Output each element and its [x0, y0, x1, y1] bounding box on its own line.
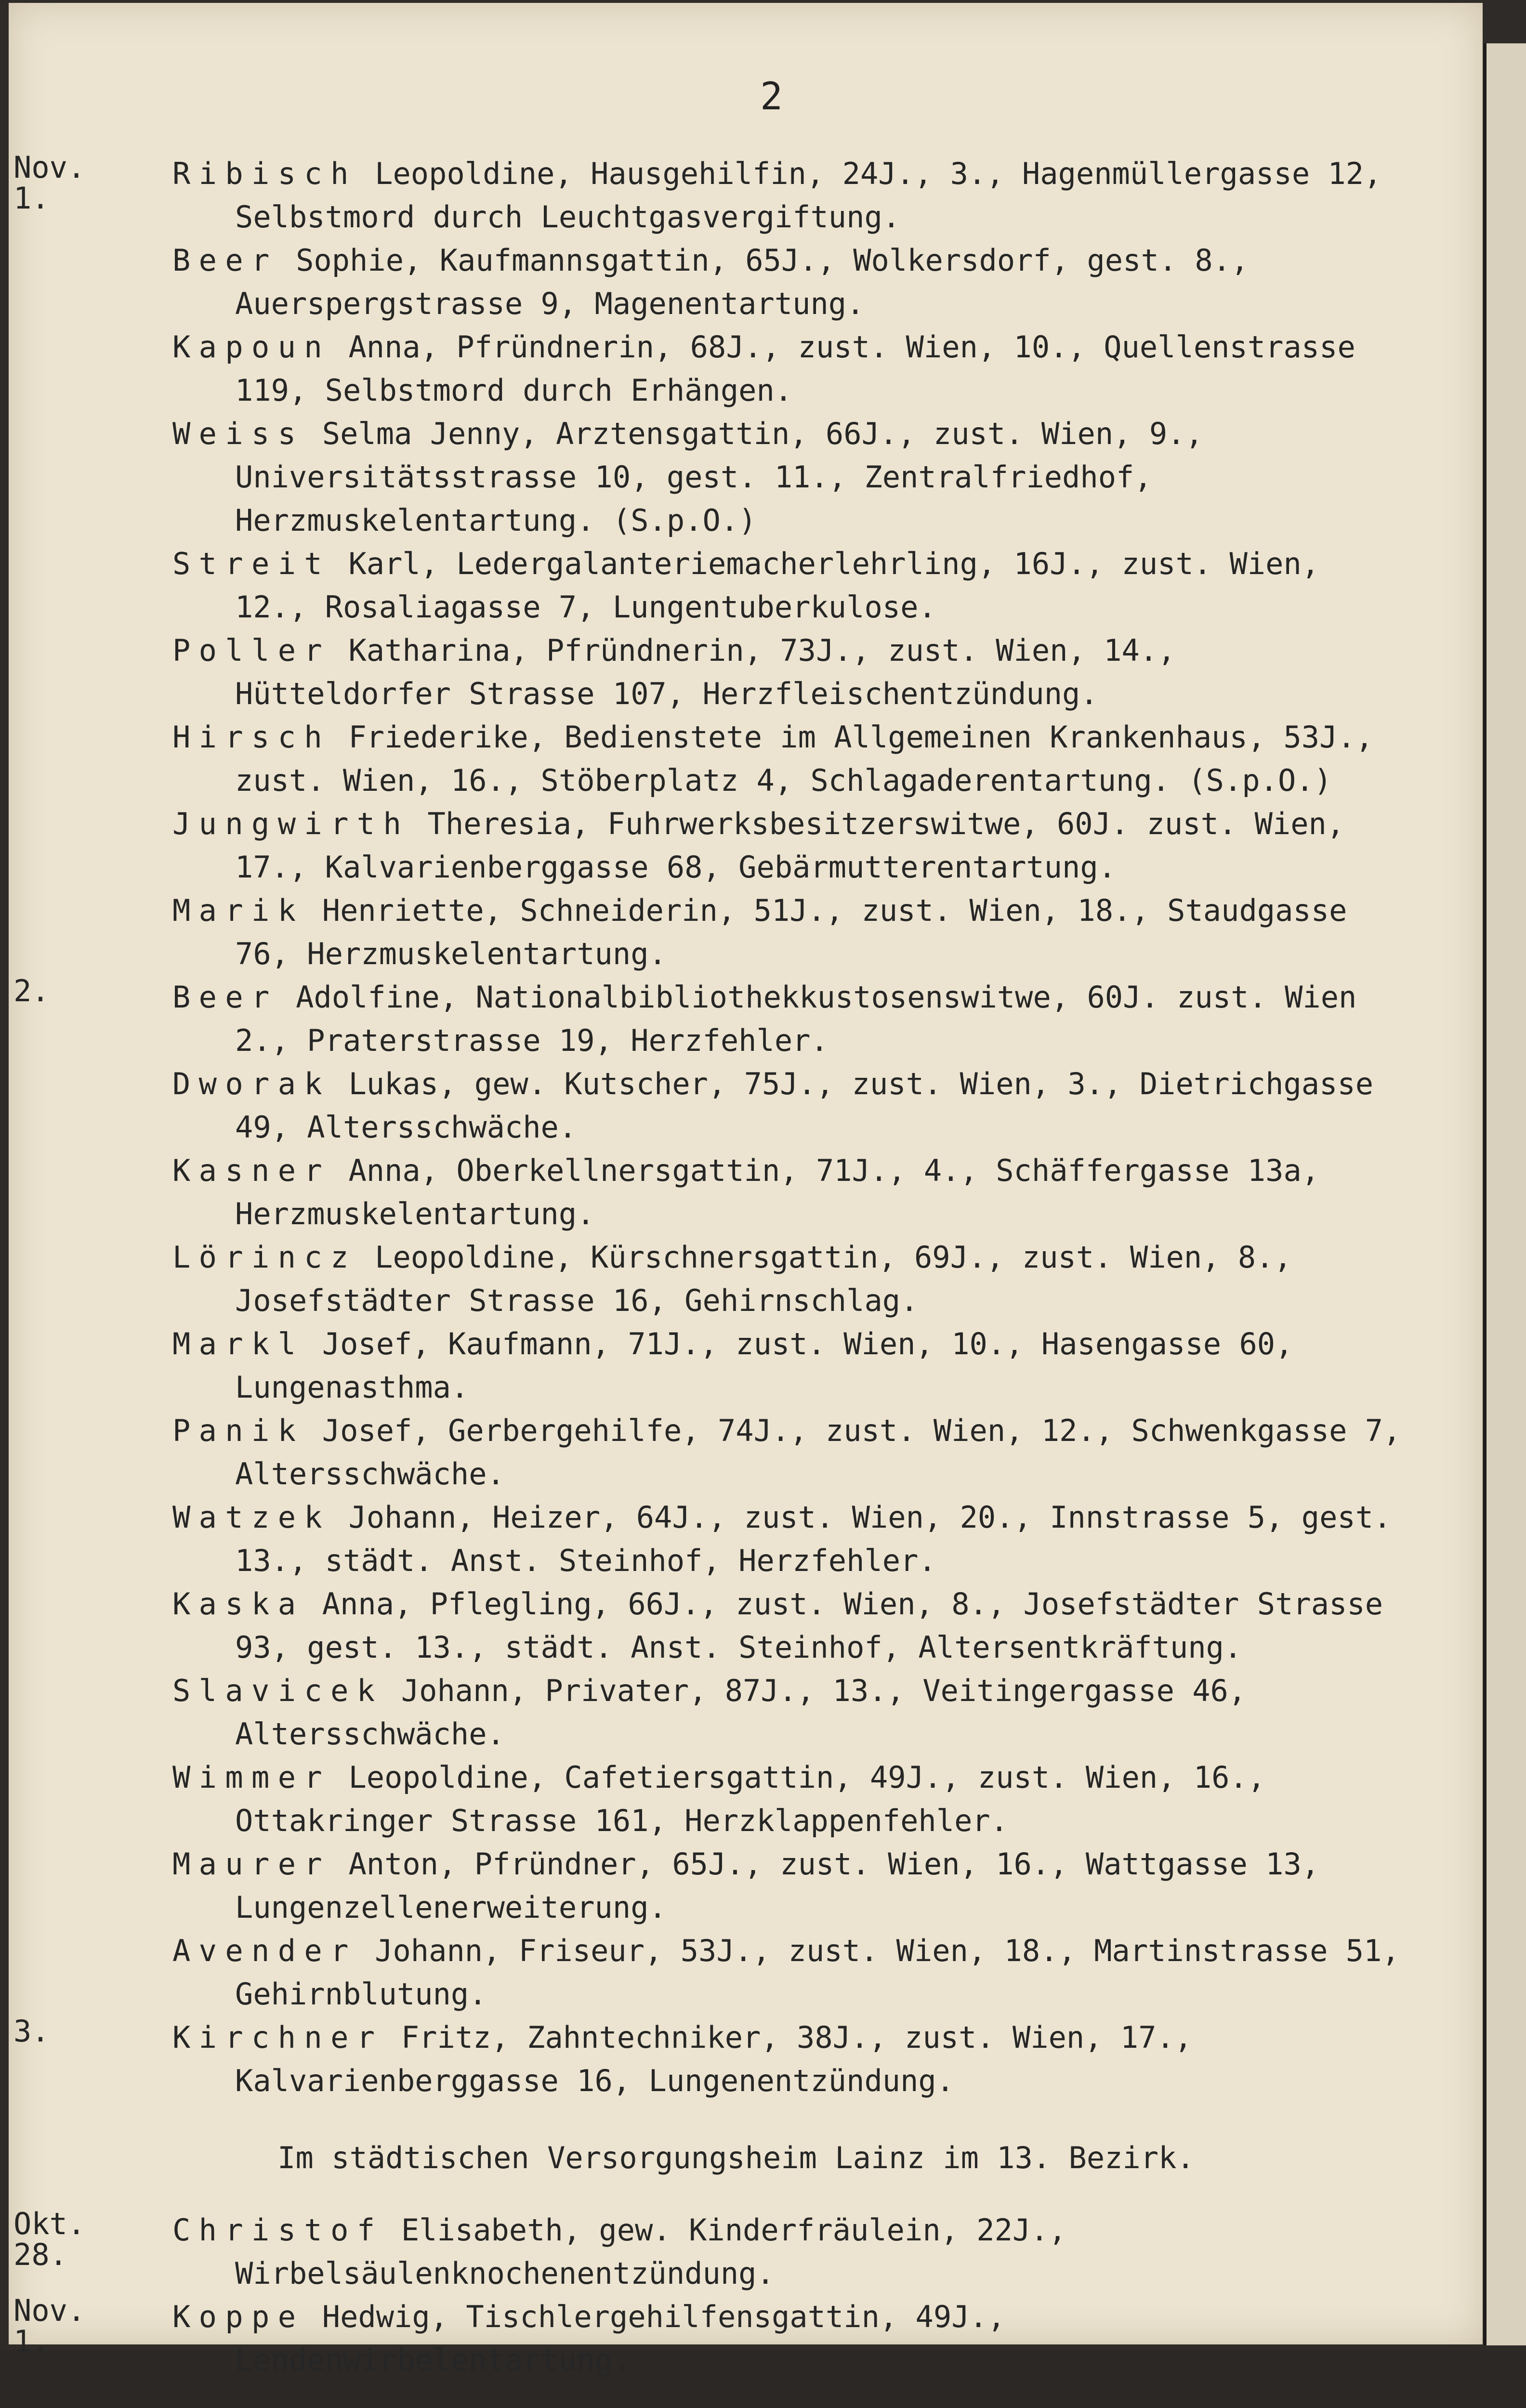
entry-details: Elisabeth, gew. Kinderfräulein, 22J., Wirbelsäulenknochenentzündung.	[235, 2212, 1066, 2291]
entry-body	[172, 802, 1406, 889]
entry-body	[172, 1322, 1406, 1409]
entry-surname: Weiss	[172, 416, 304, 451]
entry-surname: Marik	[172, 893, 304, 928]
register-entry	[172, 1149, 1406, 1236]
entry-body	[172, 1669, 1406, 1756]
entry-date: 2.	[13, 973, 50, 1008]
register-entry	[172, 1843, 1406, 1929]
entry-details: Johann, Friseur, 53J., zust. Wien, 18., Martinstrasse 51, Gehirnblutung.	[235, 1933, 1400, 2012]
register-entry	[13, 2014, 1406, 2103]
entry-body	[172, 1583, 1406, 1669]
register-entry	[172, 1929, 1406, 2016]
register-entry	[172, 1496, 1406, 1583]
entry-body	[172, 412, 1406, 542]
entry-body	[172, 2209, 1406, 2295]
entry-details: Leopoldine, Hausgehilfin, 24J., 3., Hagenmüllergasse 12, Selbstmord durch Leuchtgasvergiftung.	[235, 156, 1382, 235]
entry-surname: Beer	[172, 980, 278, 1015]
entry-details: Adolfine, Nationalbibliothekkustosenswitwe, 60J. zust. Wien 2., Praterstrasse 19, Herzfehler.	[235, 980, 1357, 1058]
register-entry	[172, 1322, 1406, 1409]
register-entry	[172, 326, 1406, 412]
entry-body	[172, 1409, 1406, 1496]
register-entry	[172, 802, 1406, 889]
entry-date: Nov. 1.	[13, 150, 86, 216]
register-entry	[172, 412, 1406, 542]
entry-surname: Christof	[172, 2212, 383, 2248]
adjacent-page-edge	[1484, 43, 1526, 2345]
register-entry	[172, 1236, 1406, 1322]
entry-body	[172, 1496, 1406, 1583]
entry-details: Anton, Pfründner, 65J., zust. Wien, 16., Wattgasse 13, Lungenzellenerweiterung.	[235, 1846, 1320, 1925]
entry-body	[172, 1929, 1406, 2016]
entry-details: Selma Jenny, Arztensgattin, 66J., zust. Wien, 9., Universitätsstrasse 10, gest. 11., Zentralfriedhof, Herzmuskelentartung. (S.p.O.)	[235, 416, 1203, 538]
entry-body	[172, 716, 1406, 802]
entry-details: Leopoldine, Kürschnersgattin, 69J., zust. Wien, 8., Josefstädter Strasse 16, Gehirnschlag.	[235, 1240, 1292, 1318]
entry-details: Anna, Pflegling, 66J., zust. Wien, 8., Josefstädter Strasse 93, gest. 13., städt. Anst. Steinhof, Altersentkräftung.	[235, 1586, 1383, 1665]
entry-body	[172, 152, 1406, 239]
entry-surname: Hirsch	[172, 720, 331, 755]
entry-surname: Koppe	[172, 2299, 304, 2334]
entry-date: Nov. 1.	[13, 2293, 86, 2359]
entry-surname: Ribisch	[172, 156, 357, 191]
entry-surname: Kirchner	[172, 2020, 383, 2055]
entry-body	[172, 889, 1406, 976]
register-entry	[172, 1669, 1406, 1756]
register-entry	[172, 716, 1406, 802]
entry-details: Josef, Gerbergehilfe, 74J., zust. Wien, 12., Schwenkgasse 7, Altersschwäche.	[235, 1413, 1401, 1492]
entry-surname: Slavicek	[172, 1673, 383, 1708]
register-entry	[13, 2293, 1406, 2382]
register-entry	[13, 973, 1406, 1062]
entry-surname: Maurer	[172, 1846, 331, 1882]
entry-surname: Beer	[172, 243, 278, 278]
register-entry	[172, 629, 1406, 716]
register-entry	[172, 542, 1406, 629]
entry-details: Karl, Ledergalanteriemacherlehrling, 16J., zust. Wien, 12., Rosaliagasse 7, Lungentuberkulose.	[235, 546, 1320, 625]
entry-surname: Panik	[172, 1413, 304, 1448]
entry-details: Friederike, Bedienstete im Allgemeinen Krankenhaus, 53J., zust. Wien, 16., Stöberplatz 4, Schlagaderentartung. (S.p.O.)	[235, 720, 1374, 798]
entry-date: Okt. 28.	[13, 2206, 86, 2272]
register-entry	[13, 150, 1406, 239]
entry-surname: Kaska	[172, 1586, 304, 1622]
entry-details: Anna, Pfründnerin, 68J., zust. Wien, 10., Quellenstrasse 119, Selbstmord durch Erhängen.	[235, 329, 1355, 408]
entry-details: Henriette, Schneiderin, 51J., zust. Wien, 18., Staudgasse 76, Herzmuskelentartung.	[235, 893, 1347, 971]
entry-details: Johann, Privater, 87J., 13., Veitingergasse 46, Altersschwäche.	[235, 1673, 1247, 1752]
entry-body	[172, 629, 1406, 716]
entry-surname: Dworak	[172, 1066, 331, 1101]
entry-details: Leopoldine, Cafetiersgattin, 49J., zust. Wien, 16., Ottakringer Strasse 161, Herzklappenfehler.	[235, 1760, 1266, 1838]
entry-surname: Watzek	[172, 1500, 331, 1535]
page-number: 2	[760, 75, 783, 118]
entry-body	[172, 1062, 1406, 1149]
register-entry	[172, 1409, 1406, 1496]
entry-body	[172, 2295, 1406, 2382]
entry-body	[172, 1756, 1406, 1843]
entry-body	[172, 1236, 1406, 1322]
entry-body	[172, 1843, 1406, 1929]
entry-surname: Poller	[172, 633, 331, 668]
register-entry	[172, 1062, 1406, 1149]
entry-surname: Lörincz	[172, 1240, 357, 1275]
section-heading: Im städtischen Versorgungsheim Lainz im 13. Bezirk.	[277, 2140, 1195, 2175]
entry-surname: Wimmer	[172, 1760, 331, 1795]
entry-surname: Avender	[172, 1933, 357, 1968]
entry-body	[172, 326, 1406, 412]
entry-body	[172, 976, 1406, 1062]
entry-details: Johann, Heizer, 64J., zust. Wien, 20., Innstrasse 5, gest. 13., städt. Anst. Steinhof, Herzfehler.	[235, 1500, 1392, 1578]
entry-details: Lukas, gew. Kutscher, 75J., zust. Wien, 3., Dietrichgasse 49, Altersschwäche.	[235, 1066, 1374, 1145]
entry-body	[172, 2016, 1406, 2103]
death-register-list	[13, 150, 1406, 2408]
register-entry	[172, 239, 1406, 326]
entry-details: Katharina, Pfründnerin, 73J., zust. Wien, 14., Hütteldorfer Strasse 107, Herzfleischentzündung.	[235, 633, 1176, 711]
entry-details: Fritz, Zahntechniker, 38J., zust. Wien, 17., Kalvarienberggasse 16, Lungenentzündung.	[235, 2020, 1193, 2098]
entry-details: Anna, Oberkellnersgattin, 71J., 4., Schäffergasse 13a, Herzmuskelentartung.	[235, 1153, 1320, 1231]
entry-details: Josef, Kaufmann, 71J., zust. Wien, 10., Hasengasse 60, Lungenasthma.	[235, 1326, 1293, 1405]
entry-body	[172, 239, 1406, 326]
document-page	[9, 3, 1483, 2378]
entry-body	[172, 1149, 1406, 1236]
entry-body	[172, 542, 1406, 629]
entry-details: Hedwig, Tischlergehilfensgattin, 49J., Lendenwirbelentartung.	[235, 2299, 1006, 2378]
entry-details: Theresia, Fuhrwerksbesitzerswitwe, 60J. zust. Wien, 17., Kalvarienberggasse 68, Gebärmutterentartung.	[235, 806, 1345, 885]
entry-date: 3.	[13, 2014, 50, 2049]
register-entry	[172, 1583, 1406, 1669]
register-entry	[172, 1756, 1406, 1843]
register-entry	[13, 2206, 1406, 2295]
entry-surname: Kapoun	[172, 329, 331, 365]
entry-surname: Streit	[172, 546, 331, 581]
register-entry	[172, 889, 1406, 976]
entry-surname: Kasner	[172, 1153, 331, 1188]
entry-details: Sophie, Kaufmannsgattin, 65J., Wolkersdorf, gest. 8., Auerspergstrasse 9, Magenentartung.	[235, 243, 1249, 321]
entry-surname: Markl	[172, 1326, 304, 1361]
entry-surname: Jungwirth	[172, 806, 410, 841]
